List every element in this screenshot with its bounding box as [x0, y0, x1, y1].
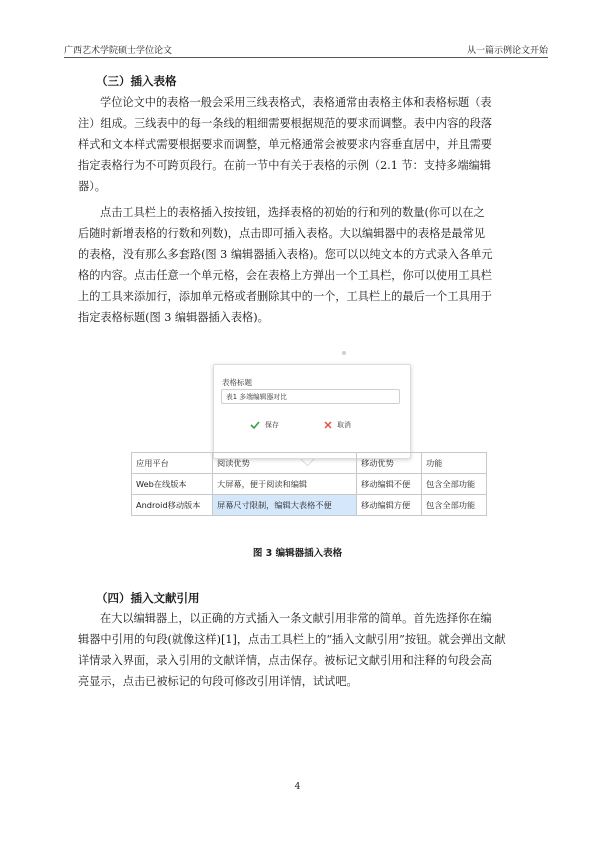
- table-cell[interactable]: Web在线版本: [132, 474, 213, 495]
- table-row: [132, 453, 487, 474]
- paragraph-line: 指定表格行为不可跨页段行。在前一节中有关于表格的示例（2.1 节：支持多端编辑: [78, 159, 491, 172]
- section-heading-insert-table: （三）插入表格: [96, 74, 177, 88]
- paragraph-line: 上的工具来添加行，添加单元格或者删除其中的一个，工具栏上的最后一个工具用于: [78, 290, 492, 303]
- paragraph-line: 详情录入界面，录入引用的文献详情，点击保存。被标记文献引用和注释的句段会高: [78, 654, 492, 667]
- check-icon: [250, 421, 260, 429]
- cancel-button[interactable]: [324, 420, 351, 430]
- running-header-right: 从一篇示例论文开始: [466, 46, 548, 56]
- paragraph-line: 器）。: [78, 180, 106, 193]
- table-cell[interactable]: 包含全部功能: [422, 495, 487, 516]
- paragraph: [78, 202, 534, 328]
- table-cell[interactable]: 移动编辑不便: [357, 474, 422, 495]
- header-rule: [64, 57, 548, 58]
- table-row: [132, 495, 487, 516]
- table-cell[interactable]: 大屏幕，便于阅读和编辑: [213, 474, 357, 495]
- paragraph-line: 指定表格标题(图 3 编辑器插入表格)。: [78, 311, 269, 324]
- table-caption-popup: [213, 364, 411, 459]
- paragraph-line: 点击工具栏上的表格插入按按钮，选择表格的初始的行和列的数量(你可以在之: [100, 206, 485, 219]
- table-cell[interactable]: 包含全部功能: [422, 474, 487, 495]
- cancel-label: 取消: [337, 421, 351, 429]
- table-cell[interactable]: 移动优势: [357, 453, 422, 474]
- table-cell[interactable]: 功能: [422, 453, 487, 474]
- section-heading-insert-citation: （四）插入文献引用: [96, 591, 200, 605]
- table-cell-selected[interactable]: 屏幕尺寸限制，编辑大表格不便: [213, 495, 357, 516]
- table-cell[interactable]: Android移动版本: [132, 495, 213, 516]
- figure-editor-insert-table: [131, 351, 489, 519]
- paragraph-line: 注）组成。三线表中的每一条线的粗细需要根据规范的要求而调整。表中内容的段落: [78, 117, 492, 130]
- paragraph-line: 辑器中引用的句段(就像这样)[1]，点击工具栏上的“插入文献引用”按钮。就会弹出文献: [78, 633, 506, 646]
- table-caption-label: 表格标题: [222, 378, 252, 387]
- paragraph-line: 后随时新增表格的行数和列数)，点击即可插入表格。大以编辑器中的表格是最常见: [78, 227, 486, 240]
- paragraph-line: 的表格，没有那么多套路(图 3 编辑器插入表格)。您可以以纯文本的方式录入各单元: [78, 248, 493, 261]
- paragraph-line: 亮显示，点击已被标记的句段可修改引用详情，试试吧。: [78, 675, 358, 688]
- paragraph: [78, 92, 534, 197]
- paragraph-line: 学位论文中的表格一般会采用三线表格式，表格通常由表格主体和表格标题（表: [100, 96, 492, 109]
- anchor-dot: [342, 351, 346, 355]
- figure-caption: 图 3 编辑器插入表格: [252, 548, 343, 559]
- table-cell[interactable]: 移动编辑方便: [357, 495, 422, 516]
- paragraph: [78, 608, 534, 692]
- table-row: [132, 474, 487, 495]
- table-cell[interactable]: 阅读优势: [213, 453, 357, 474]
- paragraph-line: 样式和文本样式需要根据要求而调整，单元格通常会被要求内容垂直居中，并且需要: [78, 138, 492, 151]
- paragraph-line: 在大以编辑器上，以正确的方式插入一条文献引用非常的简单。首先选择你在编: [100, 612, 492, 625]
- close-icon: [324, 421, 332, 429]
- save-button[interactable]: [250, 420, 279, 430]
- page-number: 4: [294, 782, 301, 792]
- running-header-left: 广西艺术学院硕士学位论文: [64, 46, 173, 56]
- editor-table: [131, 452, 487, 516]
- save-label: 保存: [265, 421, 279, 429]
- table-caption-input[interactable]: 表1 多端编辑器对比: [221, 389, 400, 404]
- table-cell[interactable]: 应用平台: [132, 453, 213, 474]
- paragraph-line: 格的内容。点击任意一个单元格，会在表格上方弹出一个工具栏，你可以使用工具栏: [78, 269, 492, 282]
